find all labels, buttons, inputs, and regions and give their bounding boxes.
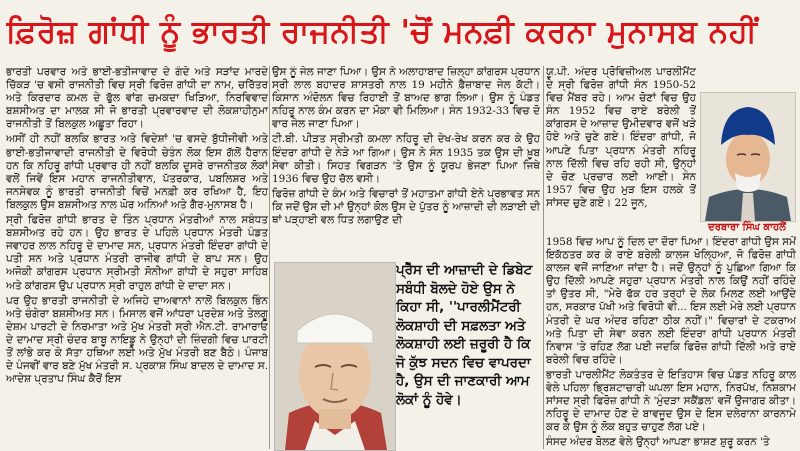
- paragraph: ਉਸ ਨੂੰ ਜੇਲ ਜਾਣਾ ਪਿਆ। ਉਸ ਨੇ ਅਲਾਹਾਬਾਦ ਜ਼ਿਲ੍ਹਾ ਕਾਂਗਰਸ ਪ੍ਰਧਾਨ ਸ੍ਰੀ ਲਾਲ ਬਹਾਦਰ ਸ਼ਾਸਤਰੀ ਨਾਲ 19 ਮਹੀਨੇ ਫ਼ੈਜ਼ਾਬਾਦ ਜੇਲ ਕੱਟੀ। ਕਿਸਾਨ ਅੰਦੋਲਨ ਵਿਚ ਰਿਹਾਈ ਤੋਂ ਬਾਅਦ ਭਾਗ ਲਿਆ। ਉਸ ਨੂੰ ਪੰਡਤ ਨਹਿਰੂ ਨਾਲ ਕੰਮ ਕਰਨ ਦਾ ਮੌਕਾ ਵੀ ਮਿਲਿਆ। ਸੰਨ 1932-33 ਵਿਚ ਦੋ ਵਾਰ ਜੇਲ ਜਾਣਾ ਪਿਆ।: [272, 66, 540, 131]
- paragraph: ਟੀ.ਬੀ. ਪੀੜਤ ਸ੍ਰੀਮਤੀ ਕਮਲਾ ਨਹਿਰੂ ਦੀ ਦੇਖ-ਰੇਖ ਕਰਨ ਕਰ ਕੇ ਉਹ ਇੰਦਰਾ ਗਾਂਧੀ ਦੇ ਨੇੜੇ ਆ ਗਿਆ। ਉਸ ਨੇ ਸੰਨ 1935 ਤਕ ਉਸ ਦੀ ਖ਼ੂਬ ਸੇਵਾ ਕੀਤੀ। ਸਿਹਤ ਵਿਗੜਨ 'ਤੇ ਉਸ ਨੂੰ ਯੂਰਪ ਭੇਜਣਾ ਪਿਆ ਜਿਥੇ 1936 ਵਿਚ ਉਹ ਚੱਲ ਵਸੀ।: [272, 133, 540, 185]
- author-caption: ਦਰਬਾਰਾ ਸਿੰਘ ਕਾਹਲੋਂ: [708, 222, 786, 233]
- article-column-3: [546, 66, 696, 234]
- paragraph: ਭਾਰਤੀ ਪਾਰਲੀਮੈਂਟ ਲੋਕਤੰਤਰ ਦੇ ਇਤਿਹਾਸ ਵਿਚ ਪੰਡਤ ਨਹਿਰੂ ਕਾਲ ਵੇਲੇ ਪਹਿਲਾ ਭ੍ਰਿਸ਼ਟਾਚਾਰੀ ਘਪਲਾ ਇਸ ਮਹਾਨ, ਨਿਰਪੱਖ, ਨਿਸ਼ਕਾਮ ਸਾਂਸਦ ਸ੍ਰੀ ਫਿਰੋਜ਼ ਗਾਂਧੀ ਨੇ 'ਮੁੰਦੜਾ ਸਕੈਂਡਲ' ਵਜੋਂ ਉਜਾਗਰ ਕੀਤਾ। ਨਹਿਰੂ ਦੇ ਦਾਮਾਦ ਹੋਣ ਦੇ ਬਾਵਜੂਦ ਉਸ ਦੇ ਇਸ ਦਲੇਰਾਨਾ ਕਾਰਨਾਮੇ ਕਰ ਕੇ ਉਸ ਨੂੰ ਲੋਕ ਬਹੁਤ ਚਾਹੁਣ ਲੱਗ ਪਏ।: [546, 368, 796, 434]
- paragraph: ਸੰਸਦ ਅੰਦਰ ਬੋਲਣ ਵੇਲੇ ਉਨ੍ਹਾਂ ਆਪਣਾ ਭਾਸ਼ਣ ਸ਼ੁਰੂ ਕਰਨ 'ਤੇ: [546, 436, 770, 449]
- author-photo: [700, 92, 796, 222]
- article-column-1: [6, 66, 268, 449]
- paragraph: 1958 ਵਿਚ ਆਪ ਨੂੰ ਦਿਲ ਦਾ ਦੌਰਾ ਪਿਆ। ਇੰਦਰਾ ਗਾਂਧੀ ਉਸ ਸਮੇਂ ਇਕੱਠਤਰ ਕਰ ਕੇ ਰਾਏ ਬਰੇਲੀ ਕਾਲਜ ਖੋਲ੍ਹਿਆ, ਜੋ ਫਿਰੋਜ਼ ਗਾਂਧੀ ਕਾਲਜ ਵਜੋਂ ਜਾਣਿਆ ਜਾਂਦਾ ਹੈ। ਜਦੋਂ ਉਨ੍ਹਾਂ ਨੂੰ ਪੁਛਿਆ ਗਿਆ ਕਿ ਉਹ ਦਿੱਲੀ ਆਪਣੇ ਸਹੁਰਾ ਪ੍ਰਧਾਨ ਮੰਤਰੀ ਨਾਲ ਕਿਉਂ ਨਹੀਂ ਰਹਿੰਦੇ ਤਾਂ ਉਤਰ ਸੀ, "ਮੇਰੇ ਫੱਕ ਹਰ ਤਰ੍ਹਾਂ ਦੇ ਲੋਕ ਮਿਲਣ ਲਈ ਆਉਂਦੇ ਹਨ, ਸਰਕਾਰ ਪੱਖੀ ਅਤੇ ਵਿਰੋਧੀ ਵੀ... ਇਸ ਲਈ ਮੇਰੇ ਲਈ ਪ੍ਰਧਾਨ ਮੰਤਰੀ ਦੇ ਘਰ ਅੰਦਰ ਰਹਿਣਾ ਠੀਕ ਨਹੀਂ।" ਵਿਚਾਰਾਂ ਦੇ ਟਕਰਾਅ ਅਤੇ ਪਿਤਾ ਦੀ ਸੇਵਾ ਕਰਨ ਲਈ ਇੰਦਰਾ ਗਾਂਧੀ ਪ੍ਰਧਾਨ ਮੰਤਰੀ ਨਿਵਾਸ 'ਤੇ ਰਹਿਣ ਲੱਗ ਪਈ ਜਦਕਿ ਫਿਰੋਜ਼ ਗਾਂਧੀ ਦਿੱਲੀ ਅਤੇ ਰਾਏ ਬਰੇਲੀ ਵਿਚ ਰਹਿੰਦੇ।: [546, 236, 796, 366]
- paragraph: ਅਸੀਂ ਹੀ ਨਹੀਂ ਬਲਕਿ ਭਾਰਤ ਅਤੇ ਵਿਦੇਸ਼ਾਂ 'ਚ ਵਸਦੇ ਬੁੱਧੀਜੀਵੀ ਅਤੇ ਭਾਈ-ਭਤੀਜਾਵਾਦੀ ਰਾਜਨੀਤੀ ਦੇ ਵਿਰੋਧੀ ਚੇਤੰਨ ਲੋਕ ਇਸ ਗੱਲੋਂ ਹੈਰਾਨ ਹਨ ਕਿ ਨਹਿਰੂ ਗਾਂਧੀ ਪ੍ਰਵਾਰ ਹੀ ਨਹੀਂ ਬਲਕਿ ਦੂਸਰੇ ਰਾਜਨੀਤਕ ਲੋਕਾਂ ਵਲੋਂ ਜਿਵੇਂ ਇਸ ਮਹਾਨ ਰਾਜਨੀਤੀਵਾਨ, ਪੱਤਰਕਾਰ, ਪਬਲਿਸ਼ਰ ਅਤੇ ਜਨਸੇਵਕ ਨੂੰ ਭਾਰਤੀ ਰਾਜਨੀਤੀ ਵਿਚੋਂ ਮਨਫ਼ੀ ਕਰ ਰਖਿਆ ਹੈ, ਇਹ ਬਿਲਕੁਲ ਉਸ ਬਸ਼ਸੀਅਤ ਨਾਲ ਘੋਰ ਅਨਿਆਂ ਅਤੇ ਗੈਰ-ਮੁਨਾਸਬ ਹੈ।: [6, 133, 268, 211]
- man-with-turban-icon: [701, 93, 795, 221]
- article-column-3-continued: [546, 236, 796, 449]
- paragraph: ਭਾਰਤੀ ਪਰਵਾਰ ਅਤੇ ਭਾਈ-ਭਤੀਜਾਵਾਦ ਦੇ ਗੰਦੇ ਅਤੇ ਸੜਾਂਦ ਮਾਰਦੇ ਚਿੱਕੜ 'ਚ ਵਸੀ ਰਾਜਨੀਤੀ ਵਿਚ ਸ੍ਰੀ ਫਿਰੋਜ਼ ਗਾਂਧੀ ਦਾ ਨਾਮ, ਚਰਿੱਤਰ ਅਤੇ ਕਿਰਦਾਰ ਕਮਲ ਦੇ ਫੁੱਲ ਵਾਂਗ ਚਮਕਦਾ ਖਿੜਿਆ, ਨਿਰਵਿਵਾਦ ਬਸ਼ਸੀਅਤ ਦਾ ਮਾਲਕ ਸੀ ਜੋ ਭਾਰਤੀ ਪ੍ਰਵਾਰਵਾਦ ਦੀ ਲੋਕਸ਼ਾਹੀਨੁਮਾ ਰਾਜਨੀਤੀ ਤੋਂ ਬਿਲਕੁਲ ਅਛੂਤਾ ਰਿਹਾ।: [6, 66, 268, 131]
- man-with-gandhi-cap-icon: [275, 263, 395, 450]
- column-divider: [269, 66, 270, 449]
- paragraph: ਯੂ.ਪੀ. ਅੰਦਰ ਪ੍ਰੋਵਿਜ਼ੀਅਲ ਪਾਰਲੀਮੈਂਟ ਦੇ ਸ੍ਰੀ ਫਿਰੋਜ਼ ਗਾਂਧੀ ਸੰਨ 1950-52 ਵਿਚ ਮੈਂਬਰ ਰਹੇ। ਆਮ ਚੋਣਾਂ ਵਿਚ ਉਹ ਸੰਨ 1952 ਵਿਚ ਰਾਏ ਬਰੇਲੀ ਤੋਂ ਕਾਂਗਰਸ ਦੇ ਆਜ਼ਾਦ ਉਮੀਦਵਾਰ ਵਜੋਂ ਖੜੇ ਹੋਏ ਅਤੇ ਚੁਣੇ ਗਏ। ਇੰਦਰਾ ਗਾਂਧੀ, ਜੋ ਆਪਣੇ ਪਿਤਾ ਪ੍ਰਧਾਨ ਮੰਤਰੀ ਨਹਿਰੂ ਨਾਲ ਦਿੱਲੀ ਵਿਚ ਰਹਿ ਰਹੀ ਸੀ, ਉਨ੍ਹਾਂ ਦੇ ਚੋਣ ਪ੍ਰਚਾਰ ਲਈ ਆਈ। ਸੰਨ 1957 ਵਿਚ ਉਹ ਮੁੜ ਇਸ ਹਲਕੇ ਤੋਂ ਸਾਂਸਦ ਚੁਣੇ ਗਏ। 22 ਜੂਨ,: [546, 66, 696, 209]
- pull-quote: ਪ੍ਰੈੱਸ ਦੀ ਆਜ਼ਾਦੀ ਦੇ ਡਿਬੇਟ ਸਬੰਧੀ ਬੋਲਦੇ ਹੋਏ ਉਸ ਨੇ ਕਿਹਾ ਸੀ, ''ਪਾਰਲੀਮੈਂਟਰੀ ਲੋਕਸ਼ਾਹੀ ਦੀ ਸਫ਼ਲਤਾ ਅਤੇ ਲੋਕਸ਼ਾਹੀ ਲਈ ਜ਼ਰੂਰੀ ਹੈ ਕਿ ਜੋ ਕੁੱਝ ਸਦਨ ਵਿਚ ਵਾਪਰਦਾ ਹੈ, ਉਸ ਦੀ ਜਾਣਕਾਰੀ ਆਮ ਲੋਕਾਂ ਨੂੰ ਹੋਵੇ।: [396, 263, 533, 408]
- column-divider: [543, 66, 544, 449]
- paragraph: ਪਰ ਉਹ ਭਾਰਤੀ ਰਾਜਨੀਤੀ ਦੇ ਅਜਿਹੇ ਦਾਅਵਾਨਾਂ ਨਾਲੋਂ ਬਿਲਕੁਲ ਭਿੰਨ ਅਤੇ ਚੰਗੇਰਾ ਬਸ਼ਸੀਅਤ ਸਨ। ਮਿਸਾਲ ਵਜੋਂ ਆਂਧਰਾ ਪ੍ਰਦੇਸ਼ ਅਤੇ ਤੇਲਗੂ ਦੇਸ਼ਮ ਪਾਰਟੀ ਦੇ ਨਿਰਮਾਤਾ ਅਤੇ ਮੁੱਖ ਮੰਤਰੀ ਸ੍ਰੀ ਐਨ.ਟੀ. ਰਾਮਾਰਾਓ ਦੇ ਦਾਮਾਦ ਸ੍ਰੀ ਚੰਦਰ ਬਾਬੂ ਨਾਇਡੂ ਨੇ ਉਨ੍ਹਾਂ ਦੀ ਜ਼ਿੰਦਗੀ ਵਿਚ ਪਾਰਟੀ ਤੋਂ ਲਾਂਭੇ ਕਰ ਕੇ ਸੱਤਾ ਹਥਿਆ ਲਈ ਅਤੇ ਮੁੱਖ ਮੰਤਰੀ ਬਣ ਬੈਠੇ। ਪੰਜਾਬ ਦੇ ਪੰਜਵੀਂ ਵਾਰ ਬਣੇ ਮੁੱਖ ਮੰਤਰੀ ਸ. ਪ੍ਰਕਾਸ਼ ਸਿੰਘ ਬਾਦਲ ਦੇ ਦਾਮਾਦ ਸ. ਆਦੇਸ਼ ਪ੍ਰਤਾਪ ਸਿੰਘ ਕੈਰੋਂ ਇਸ: [6, 294, 268, 386]
- article-headline: ਫ਼ਿਰੋਜ਼ ਗਾਂਧੀ ਨੂੰ ਭਾਰਤੀ ਰਾਜਨੀਤੀ 'ਚੋਂ ਮਨਫ਼ੀ ਕਰਨਾ ਮੁਨਾਸਬ ਨਹੀਂ: [6, 14, 758, 50]
- paragraph: ਫਿਰੋਜ਼ ਗਾਂਧੀ ਦੇ ਕੰਮ ਅਤੇ ਵਿਚਾਰਾਂ ਤੋਂ ਮਹਾਤਮਾ ਗਾਂਧੀ ਏਨੇ ਪ੍ਰਭਾਵਤ ਸਨ ਕਿ ਜਦੋਂ ਉਸ ਦੀ ਮਾਂ ਉਨ੍ਹਾਂ ਕੋਲ ਉਸ ਦੇ ਪੁੱਤਰ ਨੂੰ ਆਜ਼ਾਦੀ ਦੀ ਲੜਾਈ ਦੀ ਥਾਂ ਪੜ੍ਹਾਈ ਵਲ ਧਿਤ ਲਗਾਉਣ ਦੀ: [272, 187, 540, 227]
- paragraph: ਸ੍ਰੀ ਫਿਰੋਜ਼ ਗਾਂਧੀ ਭਾਰਤ ਦੇ ਤਿੰਨ ਪ੍ਰਧਾਨ ਮੰਤਰੀਆਂ ਨਾਲ ਸਬੰਧਤ ਬਸ਼ਸੀਅਤ ਰਹੇ ਹਨ। ਉਹ ਭਾਰਤ ਦੇ ਪਹਿਲੇ ਪ੍ਰਧਾਨ ਮੰਤਰੀ ਪੰਡਤ ਜਵਾਹਰ ਲਾਲ ਨਹਿਰੂ ਦੇ ਦਾਮਾਦ ਸਨ, ਪ੍ਰਧਾਨ ਮੰਤਰੀ ਇੰਦਰਾ ਗਾਂਧੀ ਦੇ ਪਤੀ ਸਨ ਅਤੇ ਪ੍ਰਧਾਨ ਮੰਤਰੀ ਰਾਜੀਵ ਗਾਂਧੀ ਦੇ ਬਾਪ ਸਨ। ਉਹ ਅਜੋਕੀ ਕਾਂਗਰਸ ਪ੍ਰਧਾਨ ਸ੍ਰੀਮਤੀ ਸੋਨੀਆ ਗਾਂਧੀ ਦੇ ਸਹੁਰਾ ਸਾਹਿਬ ਅਤੇ ਕਾਂਗਰਸ ਉਪ ਪ੍ਰਧਾਨ ਸ੍ਰੀ ਰਾਹੁਲ ਗਾਂਧੀ ਦੇ ਦਾਦਾ ਸਨ।: [6, 214, 268, 292]
- portrait-photo: [274, 262, 396, 451]
- article-column-2: [272, 66, 540, 256]
